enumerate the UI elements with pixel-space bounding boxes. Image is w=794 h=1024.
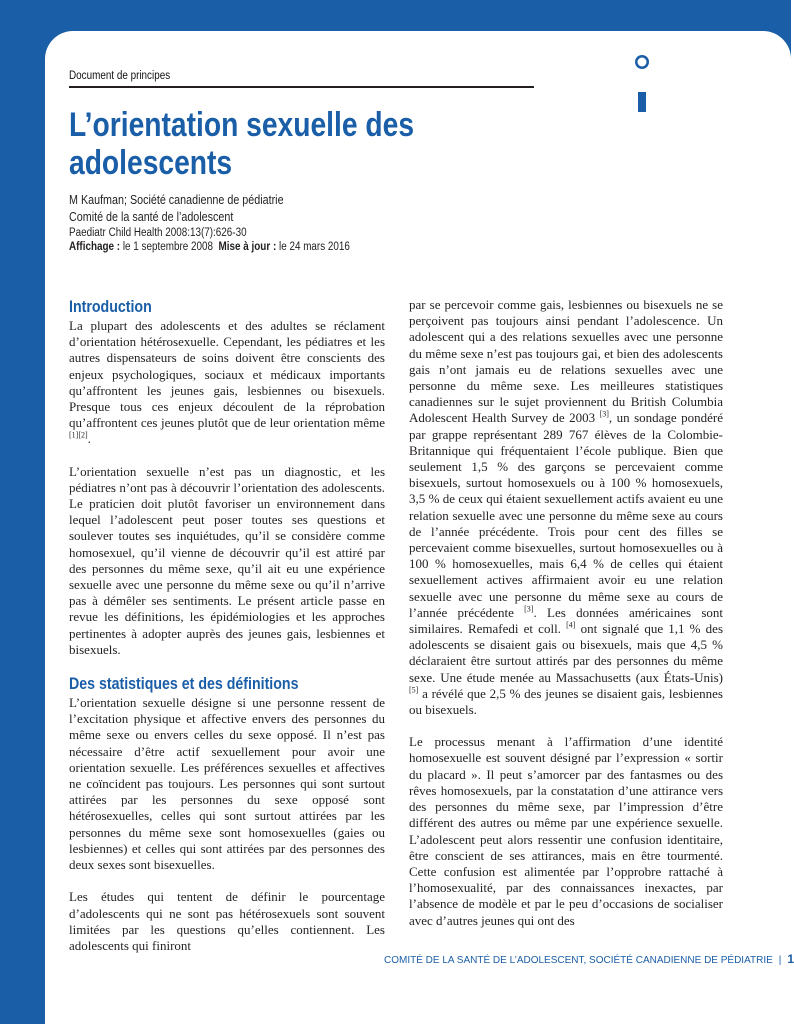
logo-line-3: de pédiatrie: [679, 97, 755, 112]
citation-ref[interactable]: [4]: [566, 620, 576, 630]
left-column: [69, 297, 385, 970]
committee: Comité de la santé de l’adolescent: [69, 210, 234, 224]
page-number: 1: [787, 952, 794, 966]
article-meta: [69, 192, 350, 254]
stats-paragraph-2-continued: [409, 297, 723, 718]
citation-ref[interactable]: [3]: [524, 604, 534, 614]
posted-value: le 1 septembre 2008: [122, 241, 214, 253]
logo-line-2: canadienne: [679, 82, 754, 97]
updated-label: Mise à jour :: [218, 241, 277, 253]
right-p1-d: ont signalé que 1,1 % des adolescents se disaient gais ou bisexuels, mais que 4,5 % déclaraient être surtout attirés par des personnes du même sexe. Une étude menée au Massachusetts (aux États-Unis): [409, 621, 723, 685]
section-heading-introduction: Introduction: [69, 298, 152, 316]
right-column: [409, 297, 723, 945]
right-p1-a: par se percevoir comme gais, lesbiennes ou bisexuels ne se perçoivent pas toujours ainsi pendant l’adolescence. Un adolescent qui a des relations sexuelles avec une personne du même sexe n’est pas toujours gai, et bien des adolescents gais n’ont jamais eu de relations sexuelles avec une personne du même sexe. Les meilleures statistiques canadiennes sur le sujet proviennent du British Columbia Adolescent Health Survey de 2003: [409, 297, 723, 426]
updated-value: le 24 mars 2016: [279, 241, 350, 253]
page-title: L’orientation sexuelle des adolescents: [69, 106, 415, 182]
right-p1-c: . Les données américaines sont similaires. Remafedi et coll.: [409, 604, 723, 637]
right-p1-b: , un sondage pondéré par grappe représentant 289 767 élèves de la Colombie-Britannique qui fréquentaient l’école publique. Bien que seulement 1,5 % des garçons se percevaient comme bisexuels, surtout homosexuels ou à 100 % homosexuels, 3,5 % de ceux qui étaient sexuellement actifs avaient eu une relation sexuelle avec une personne du même sexe au cours de l’année précédente. Trois pour cent des filles se percevaient comme bisexuelles, surtout homosexuelles ou à 100 % homosexuelles, mais 6,4 % de celles qui étaient sexuellement actives affirmaient avoir eu une relation sexuelle avec une personne du même sexe au cours de l’année précédente: [409, 410, 724, 620]
intro-p1-end: .: [87, 431, 91, 447]
stats-paragraph-1: L’orientation sexuelle désigne si une personne ressent de l’excitation physique et affective envers des personnes du même sexe ou envers celles du sexe opposé. Il n’est pas nécessaire d’être actif sexuellement pour avoir une orientation sexuelle. Les préférences sexuelles et affectives ne coïncident pas toujours. Les personnes qui sont surtout attirées par les personnes du sexe opposé sont hétérosexuelles, celles qui sont surtout attirées par les personnes du même sexe sont homosexuelles (gaies ou lesbiennes) et celles qui sont attirées par des personnes des deux sexes sont bisexuelles.: [69, 695, 385, 873]
cps-maple-leaf-child-logo-icon: [611, 36, 673, 122]
right-p1-e: a révélé que 2,5 % des jeunes se disaient gais, lesbiennes ou bisexuels.: [409, 685, 723, 718]
stats-paragraph-2: Les études qui tentent de définir le pourcentage d’adolescents qui ne sont pas hétérosexuels sont souvent limitées par les questions qu’elles contiennent. Les adolescents qui finiront: [69, 889, 385, 953]
intro-p1-text: La plupart des adolescents et des adultes se réclament d’orientation hétérosexuelle. Cependant, les pédiatres et les autres dispensateurs de soins doivent être conscients des enjeux psychologiques, sociaux et médicaux importants qu’affrontent les jeunes gais, lesbiennes ou bisexuels. Presque tous ces enjeux découlent de la réprobation qu’affrontent ces jeunes plutôt que de leur orientation même: [69, 318, 385, 431]
page-footer: [384, 952, 794, 966]
citation: Paediatr Child Health 2008:13(7):626-30: [69, 227, 247, 239]
logo-line-1: Société: [679, 67, 728, 82]
footer-text: COMITÉ DE LA SANTÉ DE L’ADOLESCENT, SOCIÉTÉ CANADIENNE DE PÉDIATRIE: [384, 955, 773, 966]
intro-paragraph-1: [69, 318, 385, 448]
section-heading-statistics: Des statistiques et des définitions: [69, 675, 299, 694]
logo-wordmark: [679, 67, 755, 112]
citation-ref[interactable]: [5]: [409, 685, 419, 695]
intro-paragraph-2: L’orientation sexuelle n’est pas un diagnostic, et les pédiatres n’ont pas à découvrir l’orientation des adolescents. Le praticien doit plutôt favoriser un environnement dans lequel l’adolescent peut poser toutes ses questions et soulever toutes ses inquiétudes, qu’il se considère comme homosexuel, qu’il vienne de découvrir qu’il est attiré par des personnes du même sexe, qu’il ait eu une expérience sexuelle avec une personne du même sexe ou qu’il n’arrive pas à démêler ses sentiments. Le présent article passe en revue les définitions, les épidémiologies et les approches pertinentes à adopter auprès des jeunes gais, lesbiennes et bisexuels.: [69, 463, 385, 657]
footer-separator: |: [778, 955, 782, 966]
document-type-label: Document de principes: [69, 70, 171, 82]
authors: M Kaufman; Société canadienne de pédiatrie: [69, 193, 284, 207]
header-divider: [69, 86, 534, 88]
citation-ref[interactable]: [1][2]: [69, 431, 88, 441]
citation-ref[interactable]: [3]: [599, 410, 609, 420]
coming-out-paragraph: Le processus menant à l’affirmation d’une identité homosexuelle est souvent désigné par l’expression « sortir du placard ». Il peut s’amorcer par des fantasmes ou des rêves homosexuels, par la constatation d’une attirance vers des personnes du même sexe, par l’impression d’être différent des autres ou même par une expérience sexuelle. L’adolescent peut alors ressentir une confusion identitaire, être conscient de ses attirances, mais en être tourmenté. Cette confusion est alimentée par l’opprobre rattaché à l’homosexualité, par des connaissances inexactes, par l’absence de modèle et par le peu d’occasions de socialiser avec d’autres jeunes qui ont des: [409, 734, 723, 928]
posted-label: Affichage :: [69, 241, 121, 253]
dates: [69, 240, 350, 254]
